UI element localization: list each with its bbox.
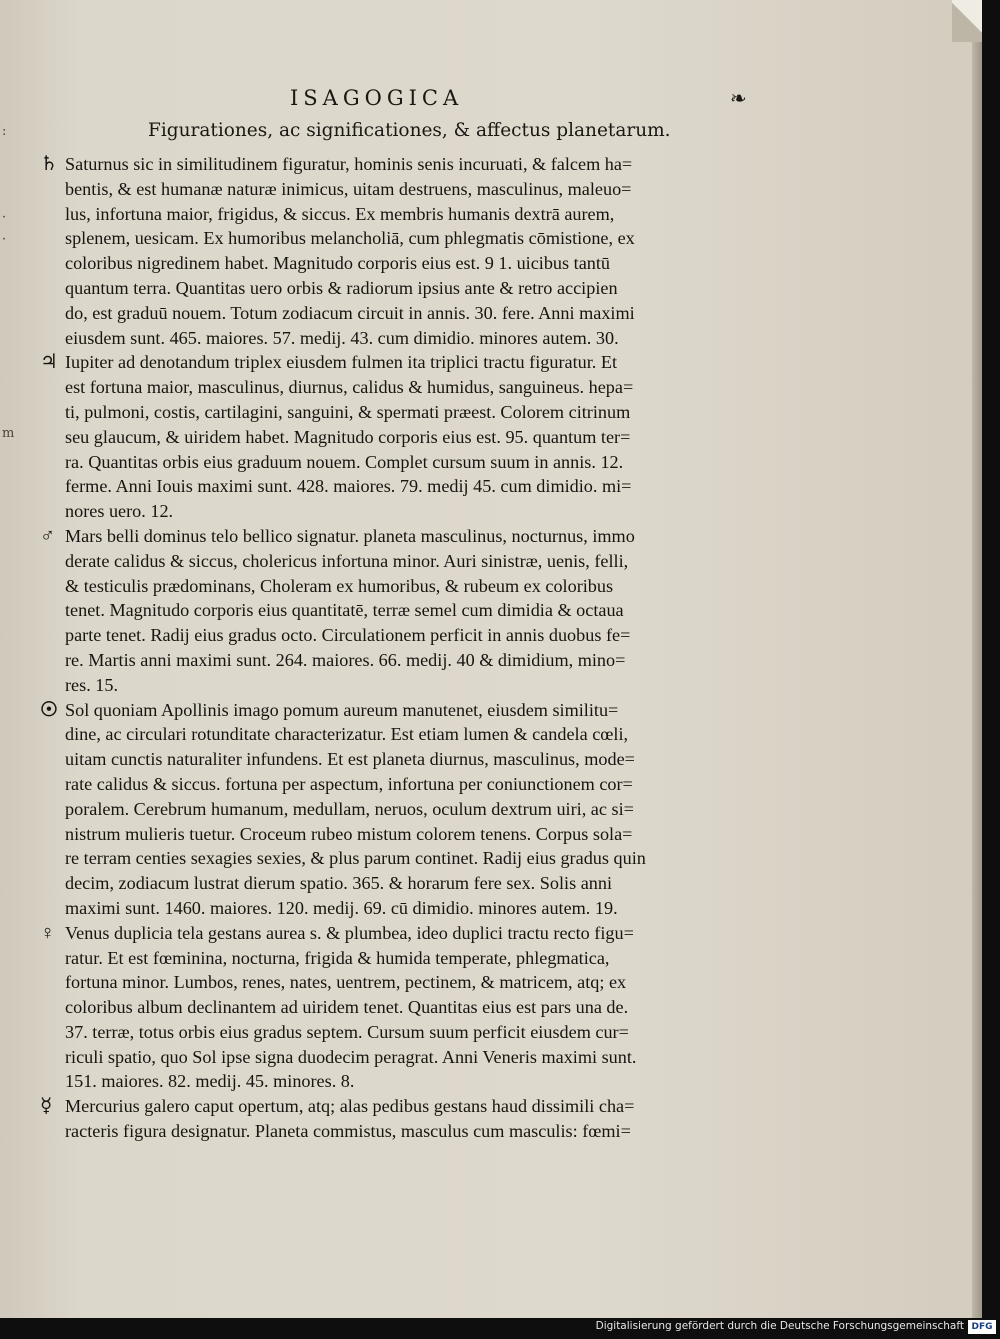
text-line: ra. Quantitas orbis eius graduum nouem. Complet cursum suum in annis. 12. xyxy=(65,451,624,472)
running-head xyxy=(290,86,752,114)
running-head-text: ISAGOGICA xyxy=(290,86,464,110)
planet-symbol-icon: ☿ xyxy=(40,1095,53,1118)
text-line: Saturnus sic in similitudinem figuratur, hominis senis incuruati, & falcem ha= xyxy=(65,154,633,174)
text-line: est fortuna maior, masculinus, diurnus, calidus & humidus, sanguineus. hepa= xyxy=(65,377,634,398)
paragraph xyxy=(40,350,810,524)
text-line: Venus duplicia tela gestans aurea s. & plumbea, ideo duplici tractu recto figu= xyxy=(65,922,634,943)
text-line: seu glaucum, & uiridem habet. Magnitudo corporis eius est. 95. quantum ter= xyxy=(65,426,631,447)
text-line: splenem, uesicam. Ex humoribus melancholiā, cum phlegmatis cōmistione, ex xyxy=(65,228,635,249)
text-line: coloribus nigredinem habet. Magnitudo corporis eius est. 9 1. uicibus tantū xyxy=(65,253,611,274)
text-line: 37. terræ, totus orbis eius gradus septem. Cursum suum perficit eiusdem cur= xyxy=(65,1021,629,1042)
text-line: racteris figura designatur. Planeta commistus, masculus cum masculis: fœmi= xyxy=(65,1121,631,1142)
text-line: nistrum mulieris tuetur. Croceum rubeo mistum colorem tenens. Corpus sola= xyxy=(65,823,633,844)
paragraph xyxy=(40,698,810,921)
planet-symbol-icon: ♄ xyxy=(40,153,58,175)
text-line: coloribus album declinantem ad uiridem tenet. Quantitas eius est pars una de. xyxy=(65,997,629,1018)
text-line: Mars belli dominus telo bellico signatur. planeta masculinus, nocturnus, immo xyxy=(65,525,635,546)
text-line: do, est graduū nouem. Totum zodiacum circuit in annis. 30. fere. Anni maximi xyxy=(65,302,635,323)
paragraph xyxy=(40,921,810,1095)
text-line: derate calidus & siccus, cholericus infortuna minor. Auri sinistræ, uenis, felli, xyxy=(65,550,629,571)
planet-symbol-icon: ♂ xyxy=(40,524,55,547)
text-line: poralem. Cerebrum humanum, medullam, neruos, oculum dextrum uiri, ac si= xyxy=(65,798,634,819)
planet-symbol-icon: ♃ xyxy=(40,351,58,374)
text-line: Iupiter ad denotandum triplex eiusdem fulmen ita triplici tractu figuratur. Et xyxy=(65,352,618,373)
paragraph xyxy=(40,1094,810,1144)
text-line: res. 15. xyxy=(65,674,119,695)
text-line: lus, infortuna maior, frigidus, & siccus. Ex membris humanis dextrā aurem, xyxy=(65,203,615,224)
text-line: fortuna minor. Lumbos, renes, nates, uentrem, pectinem, & matricem, atq; ex xyxy=(65,972,627,993)
text-line: re. Martis anni maximi sunt. 264. maiores. 66. medij. 40 & dimidium, mino= xyxy=(65,649,626,670)
text-line: dine, ac circulari rotunditate characterizatur. Est etiam lumen & candela cœli, xyxy=(65,724,629,745)
text-line: Mercurius galero caput opertum, atq; alas pedibus gestans haud dissimili cha= xyxy=(65,1096,635,1117)
text-line: bentis, & est humanæ naturæ inimicus, uitam destruens, masculinus, maleuo= xyxy=(65,178,632,199)
text-line: maximi sunt. 1460. maiores. 120. medij. 69. cū dimidio. minores autem. 19. xyxy=(65,897,618,918)
text-line: decim, zodiacum lustrat dierum spatio. 365. & horarum fere sex. Solis anni xyxy=(65,873,613,894)
margin-mark: m xyxy=(2,426,15,441)
text-line: nores uero. 12. xyxy=(65,501,174,522)
digitization-credit: Digitalisierung gefördert durch die Deutsche Forschungsgemeinschaft xyxy=(595,1320,964,1332)
text-line: uitam cunctis naturaliter infundens. Et est planeta diurnus, masculinus, mode= xyxy=(65,749,635,770)
margin-mark: · xyxy=(2,210,7,225)
planet-symbol-icon: ♀ xyxy=(40,921,55,944)
folded-corner xyxy=(952,0,982,42)
margin-mark: : xyxy=(2,124,7,139)
text-line: 151. maiores. 82. medij. 45. minores. 8. xyxy=(65,1071,355,1092)
text-line: riculi spatio, quo Sol ipse signa duodecim peragrat. Anni Veneris maximi sunt. xyxy=(65,1046,637,1067)
text-line: ti, pulmoni, costis, cartilagini, sanguini, & spermati præest. Colorem citrinum xyxy=(65,401,631,422)
fleuron-icon: ❧ xyxy=(730,86,752,110)
section-title: Figurationes, ac significationes, & affectus planetarum. xyxy=(148,120,671,141)
margin-mark: · xyxy=(2,232,7,247)
text-line: ratur. Et est fœminina, nocturna, frigida & humida temperate, phlegmatica, xyxy=(65,947,610,968)
text-line: re terram centies sexagies sexies, & plus parum continet. Radij eius gradus quin xyxy=(65,848,646,869)
text-line: ferme. Anni Iouis maximi sunt. 428. maiores. 79. medij 45. cum dimidio. mi= xyxy=(65,476,632,497)
text-line: & testiculis prædominans, Choleram ex humoribus, & rubeum ex coloribus xyxy=(65,575,614,596)
dfg-logo: DFG xyxy=(968,1320,996,1334)
text-line: eiusdem sunt. 465. maiores. 57. medij. 43. cum dimidio. minores autem. 30. xyxy=(65,327,619,348)
footer-bar xyxy=(0,1318,1000,1339)
body-text xyxy=(40,152,810,1144)
paragraph xyxy=(40,152,810,350)
page-edge xyxy=(972,0,982,1318)
text-line: Sol quoniam Apollinis imago pomum aureum manutenet, eiusdem similitu= xyxy=(65,699,619,720)
text-line: rate calidus & siccus. fortuna per aspectum, infortuna per coniunctionem cor= xyxy=(65,773,633,794)
text-line: tenet. Magnitudo corporis eius quantitatē, terræ semel cum dimidia & octaua xyxy=(65,600,624,621)
paragraph xyxy=(40,524,810,698)
planet-symbol-icon: ☉ xyxy=(40,698,58,721)
text-line: quantum terra. Quantitas uero orbis & radiorum ipsius ante & retro accipien xyxy=(65,277,618,298)
text-line: parte tenet. Radij eius gradus octo. Circulationem perficit in annis duobus fe= xyxy=(65,625,631,646)
